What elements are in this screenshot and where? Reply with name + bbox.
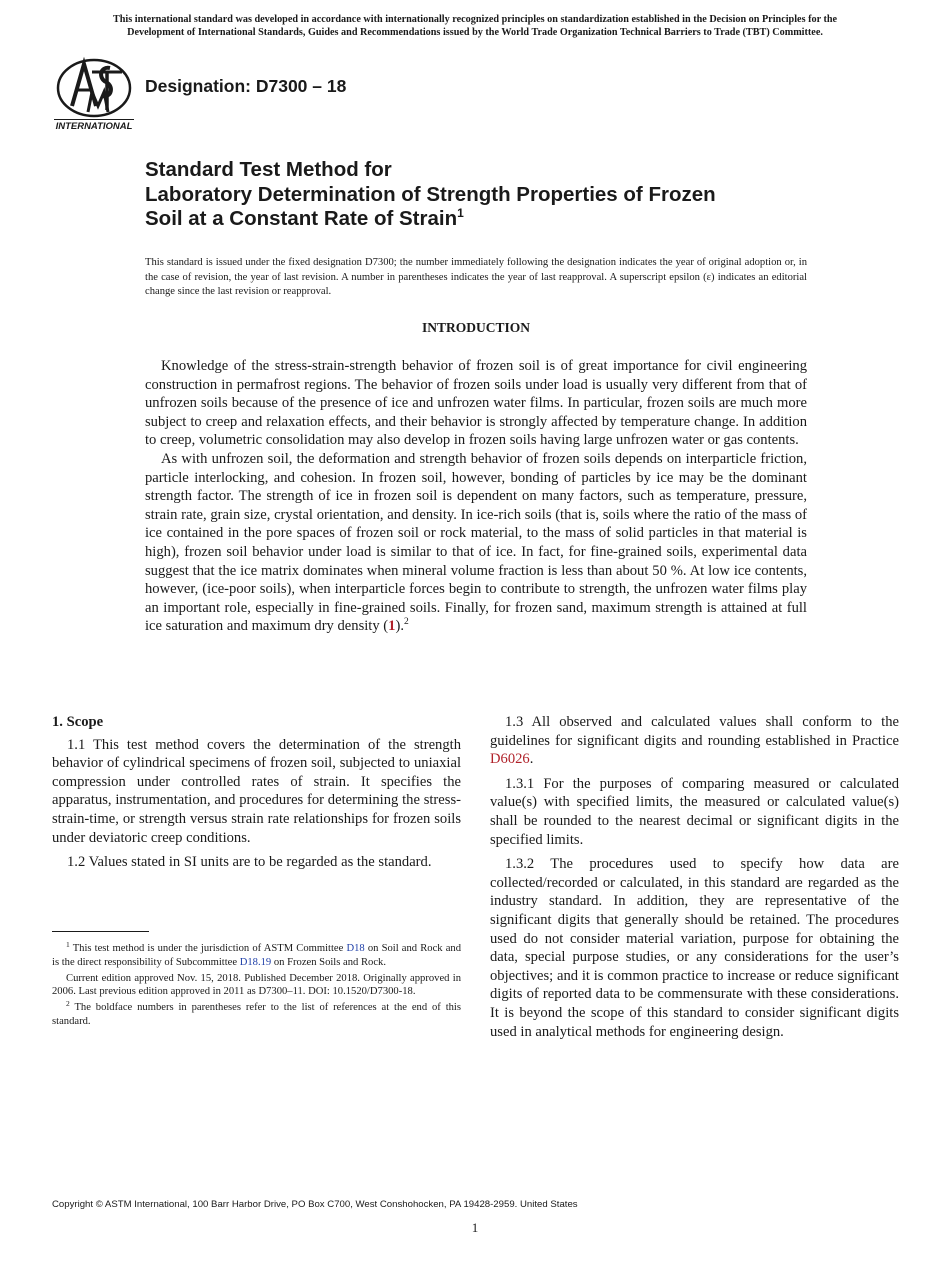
- scope-1-3-text: 1.3 All observed and calculated values shall conform to the guidelines for significant digits and rounding established in Practice: [490, 714, 899, 749]
- committee-d18-link[interactable]: D18: [346, 943, 365, 954]
- scope-1-1: 1.1 This test method covers the determination of the strength behavior of cylindrical specimens of frozen soil, subjected to uniaxial compression under controlled rates of strain. It specifies the apparatus, instrumentation, and procedures for determining the stress-strain-time, or strength versus strain rate relationships for frozen soils under deviatoric creep conditions.: [52, 736, 461, 846]
- tbt-notice: [40, 14, 910, 39]
- scope-1-3: [490, 713, 899, 769]
- introduction-heading: INTRODUCTION: [421, 320, 530, 335]
- edition-note: Current edition approved Nov. 15, 2018. Published December 2018. Originally approved in 2006. Last previous edition approved in 2011 as D7300–11. DOI: 10.1520/D7300-18.: [52, 972, 461, 998]
- logo-wordmark: INTERNATIONAL: [55, 121, 133, 132]
- astm-logo: [52, 54, 136, 134]
- scope-1-2: 1.2 Values stated in SI units are to be regarded as the standard.: [67, 854, 432, 871]
- scope-1-3-2: 1.3.2 The procedures used to specify how data are collected/recorded or calculated, in this standard are regarded as the industry standard. In addition, they are representative of the significant digits that generally should be retained. The procedures used do not consider material variation, purpose for obtaining the data, special purpose studies, or any considerations for the user’s objectives; and it is common practice to increase or reduce significant digits of reported data to be commensurate with these considerations. It is beyond the scope of this standard to consider significant digits used in analytical methods for engineering design.: [490, 856, 899, 1040]
- footnote-1-text-b: on Soil and Rock and is the direct responsibility of Subcommittee: [52, 943, 461, 968]
- footnote-2-text: The boldface numbers in parentheses refer to the list of references at the end of this standard.: [52, 1002, 461, 1027]
- title-footnote-marker: 1: [457, 206, 464, 220]
- introduction-paragraph-2-close: ).: [395, 618, 404, 635]
- introduction-paragraph-1: Knowledge of the stress-strain-strength behavior of frozen soil is of great importance for civil engineering construction in permafrost regions. The behavior of frozen soils under load is usually very different from that of unfrozen soils because of the presence of ice and unfrozen water films. In particular, frozen soils are much more subject to creep and relaxation effects, and their behavior is strongly affected by temperature change. In addition to creep, volumetric consolidation may also develop in frozen soils having large unfrozen water or gas contents.: [145, 358, 807, 449]
- designation: Designation: D7300 – 18: [145, 76, 347, 96]
- introduction-paragraph-2: [145, 450, 807, 636]
- tbt-notice-line1: This international standard was developed in accordance with internationally recognized principles on standardization established in the Decision on Principles for the: [112, 14, 838, 25]
- footnote-marker-2: 2: [403, 617, 409, 628]
- footnote-1-marker: 1: [66, 940, 70, 949]
- title-line1: Standard Test Method for: [145, 158, 392, 181]
- footnote-1-text-a: This test method is under the jurisdiction of ASTM Committee: [72, 943, 347, 954]
- title-line3-text: Soil at a Constant Rate of Strain: [145, 207, 458, 230]
- reference-link-1[interactable]: 1: [388, 618, 396, 635]
- footnotes: [52, 942, 461, 1031]
- page-number: 1: [471, 1220, 479, 1235]
- scope-1-3-1: 1.3.1 For the purposes of comparing measured or calculated value(s) with specified limits, the measured or calculated value(s) shall be rounded to the nearest decimal or significant digits in the specified limits.: [490, 775, 899, 848]
- scope-1-3-end: .: [529, 751, 534, 768]
- scope-heading: 1. Scope: [52, 714, 104, 730]
- footnote-2-marker: 2: [66, 999, 70, 1009]
- title-line2: Laboratory Determination of Strength Properties of Frozen: [145, 182, 716, 206]
- footnote-1: [52, 942, 461, 970]
- footnote-1-text-c: on Frozen Soils and Rock.: [271, 956, 386, 968]
- right-column: [490, 713, 899, 1047]
- introduction-body: [145, 357, 807, 636]
- left-column: [52, 713, 461, 878]
- footnote-2: [52, 1001, 461, 1029]
- tbt-notice-line2: Development of International Standards, Guides and Recommendations issued by the World Trade Organization Technical Barriers to Trade (TBT) Committee.: [127, 26, 823, 38]
- subcommittee-d18-19-link[interactable]: D18.19: [239, 956, 272, 968]
- footnote-divider: [52, 931, 149, 932]
- copyright: Copyright © ASTM International, 100 Barr Harbor Drive, PO Box C700, West Conshohocken, PA 19428-2959. United States: [52, 1199, 578, 1210]
- document-title: [145, 158, 845, 232]
- issue-note: This standard is issued under the fixed designation D7300; the number immediately following the designation indicates the year of original adoption or, in the case of revision, the year of last revision. A number in parentheses indicates the year of last reapproval. A superscript epsilon (ε) indicates an editorial change since the last revision or reapproval.: [145, 257, 807, 298]
- d6026-link[interactable]: D6026: [490, 751, 530, 768]
- title-line3: [145, 207, 845, 232]
- introduction-paragraph-2-text: As with unfrozen soil, the deformation and strength behavior of frozen soils depends on interparticle friction, particle interlocking, and cohesion. In frozen soil, however, bonding of particles by ice may be the dominant strength factor. The strength of ice in frozen soil is dependent on many factors, such as temperature, pressure, strain rate, grain size, crystal orientation, and density. In ice-rich soils (that is, soils where the ratio of the mass of ice contained in the pore spaces of frozen soil or rock material, to the mass of solid particles in that material is high), frozen soil behavior under load is similar to that of ice. In fact, for fine-grained soils, experimental data suggest that the ice matrix dominates when mineral volume fraction is less than about 50 %. At low ice contents, however, (ice-poor soils), when interparticle forces begin to contribute to strength, the unfrozen water films play an important role, especially in fine-grained soils. Finally, for frozen sand, maximum strength is attained at full ice saturation and maximum dry density (: [145, 450, 807, 635]
